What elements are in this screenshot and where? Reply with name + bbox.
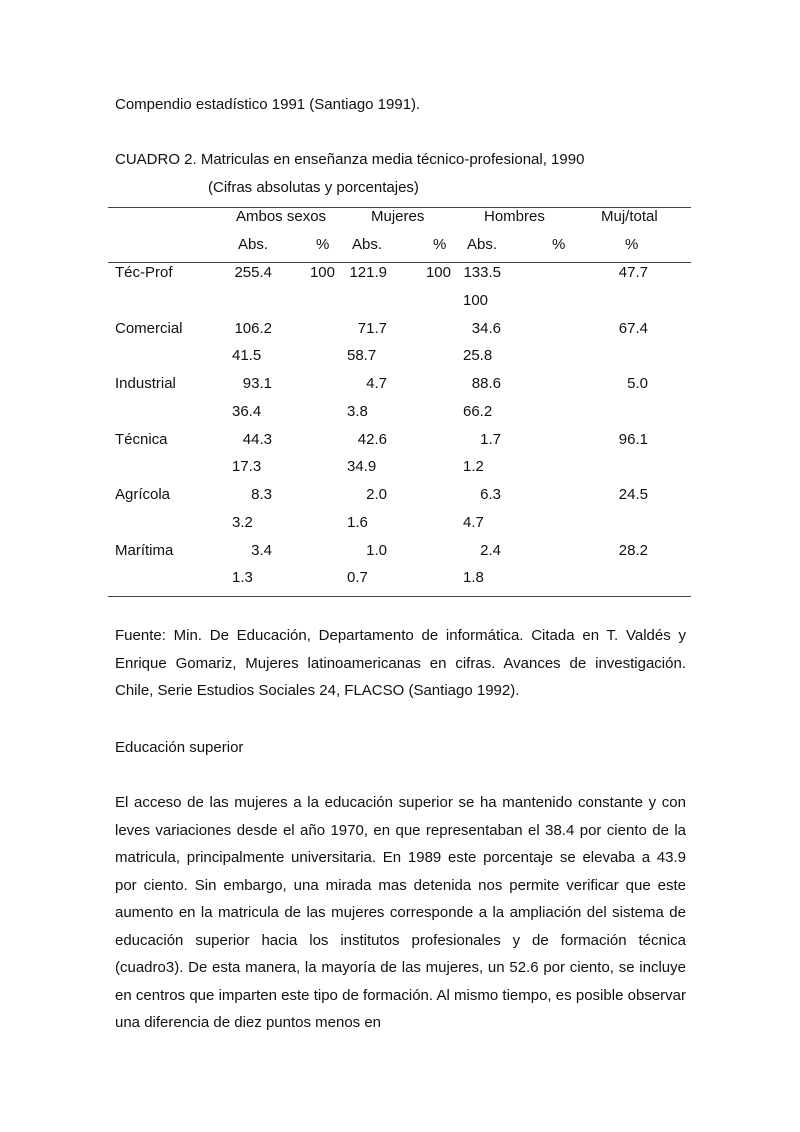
- cell-pct-mujeres: 100: [425, 264, 451, 281]
- header-muj-total: Muj/total: [601, 208, 658, 225]
- subheader-pct-ambos: %: [316, 236, 330, 253]
- cell-pct-ambos-line2: 36.4: [232, 402, 262, 420]
- subheader-abs-ambos: Abs.: [238, 236, 269, 253]
- cell-abs-mujeres: 2.0: [366, 486, 387, 503]
- cell-abs-ambos: 44.3: [242, 430, 272, 448]
- cell-abs-mujeres: 1.0: [366, 541, 387, 559]
- table-header-rule: [108, 262, 691, 263]
- cell-pct-ambos-line2: 100: [463, 291, 489, 309]
- cell-pct-muj-total: 24.5: [618, 486, 648, 503]
- cell-pct-hombres-line2: 1.8: [463, 569, 484, 586]
- cell-pct-hombres-line2: 4.7: [463, 513, 484, 531]
- cell-pct-mujeres-line2: 3.8: [347, 402, 368, 420]
- cell-pct-mujeres-line2: 58.7: [347, 347, 377, 364]
- cell-abs-ambos: 255.4: [234, 264, 272, 281]
- row-label: Marítima: [115, 541, 174, 559]
- cell-pct-muj-total: 28.2: [618, 541, 648, 559]
- table-subtitle: (Cifras absolutas y porcentajes): [208, 179, 419, 196]
- cell-abs-hombres: 133.5: [463, 264, 501, 281]
- cell-abs-hombres: 1.7: [480, 430, 501, 448]
- subheader-abs-mujeres: Abs.: [352, 236, 383, 253]
- cell-pct-hombres-line2: 1.2: [463, 458, 484, 475]
- cell-pct-ambos: 100: [309, 264, 335, 281]
- cell-abs-ambos: 93.1: [242, 375, 272, 392]
- cell-abs-ambos: 3.4: [251, 541, 272, 559]
- row-label: Técnica: [115, 430, 168, 448]
- cell-pct-muj-total: 96.1: [618, 430, 648, 448]
- body-paragraph: El acceso de las mujeres a la educación superior se ha mantenido constante y con leves variaciones desde el año 1970, en que representaban el 38.4 por ciento de la matricula, principalmente universitaria. En 1989 este porcentaje se elevaba a 43.9 por ciento. Sin embargo, una mirada mas detenida nos permite verificar que este aumento en la matricula de las mujeres corresponde a la ampliación del sistema de educación superior hacia los institutos profesionales y de formación técnica (cuadro3). De esta manera, la mayoría de las mujeres, un 52.6 por ciento, se incluye en centros que imparten este tipo de formación. Al mismo tiempo, es posible observar una diferencia de diez puntos menos en: [115, 794, 686, 1031]
- intro-line: Compendio estadístico 1991 (Santiago 1991).: [115, 96, 421, 113]
- header-hombres: Hombres: [484, 208, 545, 225]
- row-label: Téc-Prof: [115, 264, 173, 281]
- cell-pct-muj-total: 47.7: [618, 264, 648, 281]
- cell-pct-mujeres-line2: 34.9: [347, 458, 377, 475]
- cell-pct-hombres-line2: 66.2: [463, 402, 493, 420]
- section-heading: Educación superior: [115, 739, 244, 756]
- subheader-pct-hombres: %: [552, 236, 566, 253]
- cell-abs-hombres: 2.4: [480, 541, 501, 559]
- cell-abs-mujeres: 42.6: [357, 430, 387, 448]
- cell-abs-mujeres: 71.7: [357, 319, 387, 337]
- row-label: Industrial: [115, 375, 176, 392]
- cell-pct-muj-total: 67.4: [618, 319, 648, 337]
- cell-abs-mujeres: 121.9: [349, 264, 387, 281]
- cell-pct-ambos-line2: 41.5: [232, 347, 262, 364]
- cell-pct-mujeres-line2: 0.7: [347, 569, 368, 586]
- source-note: Fuente: Min. De Educación, Departamento de informática. Citada en T. Valdés y Enrique Gomariz, Mujeres latinoamericanas en cifras. Avances de investigación. Chile, Serie Estudios Sociales 24, FLACSO (Santiago 1992).: [115, 627, 686, 699]
- cell-pct-ambos-line2: 17.3: [232, 458, 262, 475]
- cell-abs-hombres: 34.6: [471, 319, 501, 337]
- cell-abs-ambos: 8.3: [251, 486, 272, 503]
- row-label: Comercial: [115, 319, 183, 337]
- table-bottom-rule: [108, 596, 691, 597]
- cell-pct-hombres-line2: 25.8: [463, 347, 493, 364]
- cell-pct-mujeres-line2: 1.6: [347, 513, 368, 531]
- cell-abs-hombres: 6.3: [480, 486, 501, 503]
- cell-abs-ambos: 106.2: [234, 319, 272, 337]
- header-mujeres: Mujeres: [371, 208, 425, 225]
- cell-abs-hombres: 88.6: [471, 375, 501, 392]
- header-ambos-sexos: Ambos sexos: [236, 208, 327, 225]
- row-label: Agrícola: [115, 486, 171, 503]
- cell-pct-muj-total: 5.0: [627, 375, 648, 392]
- cell-pct-ambos-line2: 1.3: [232, 569, 253, 586]
- cell-abs-mujeres: 4.7: [366, 375, 387, 392]
- subheader-pct-muj-total: %: [625, 236, 639, 253]
- cell-pct-ambos-line2: 3.2: [232, 513, 253, 531]
- subheader-pct-mujeres: %: [433, 236, 447, 253]
- subheader-abs-hombres: Abs.: [467, 236, 498, 253]
- table-title: CUADRO 2. Matriculas en enseñanza media técnico-profesional, 1990: [115, 151, 585, 168]
